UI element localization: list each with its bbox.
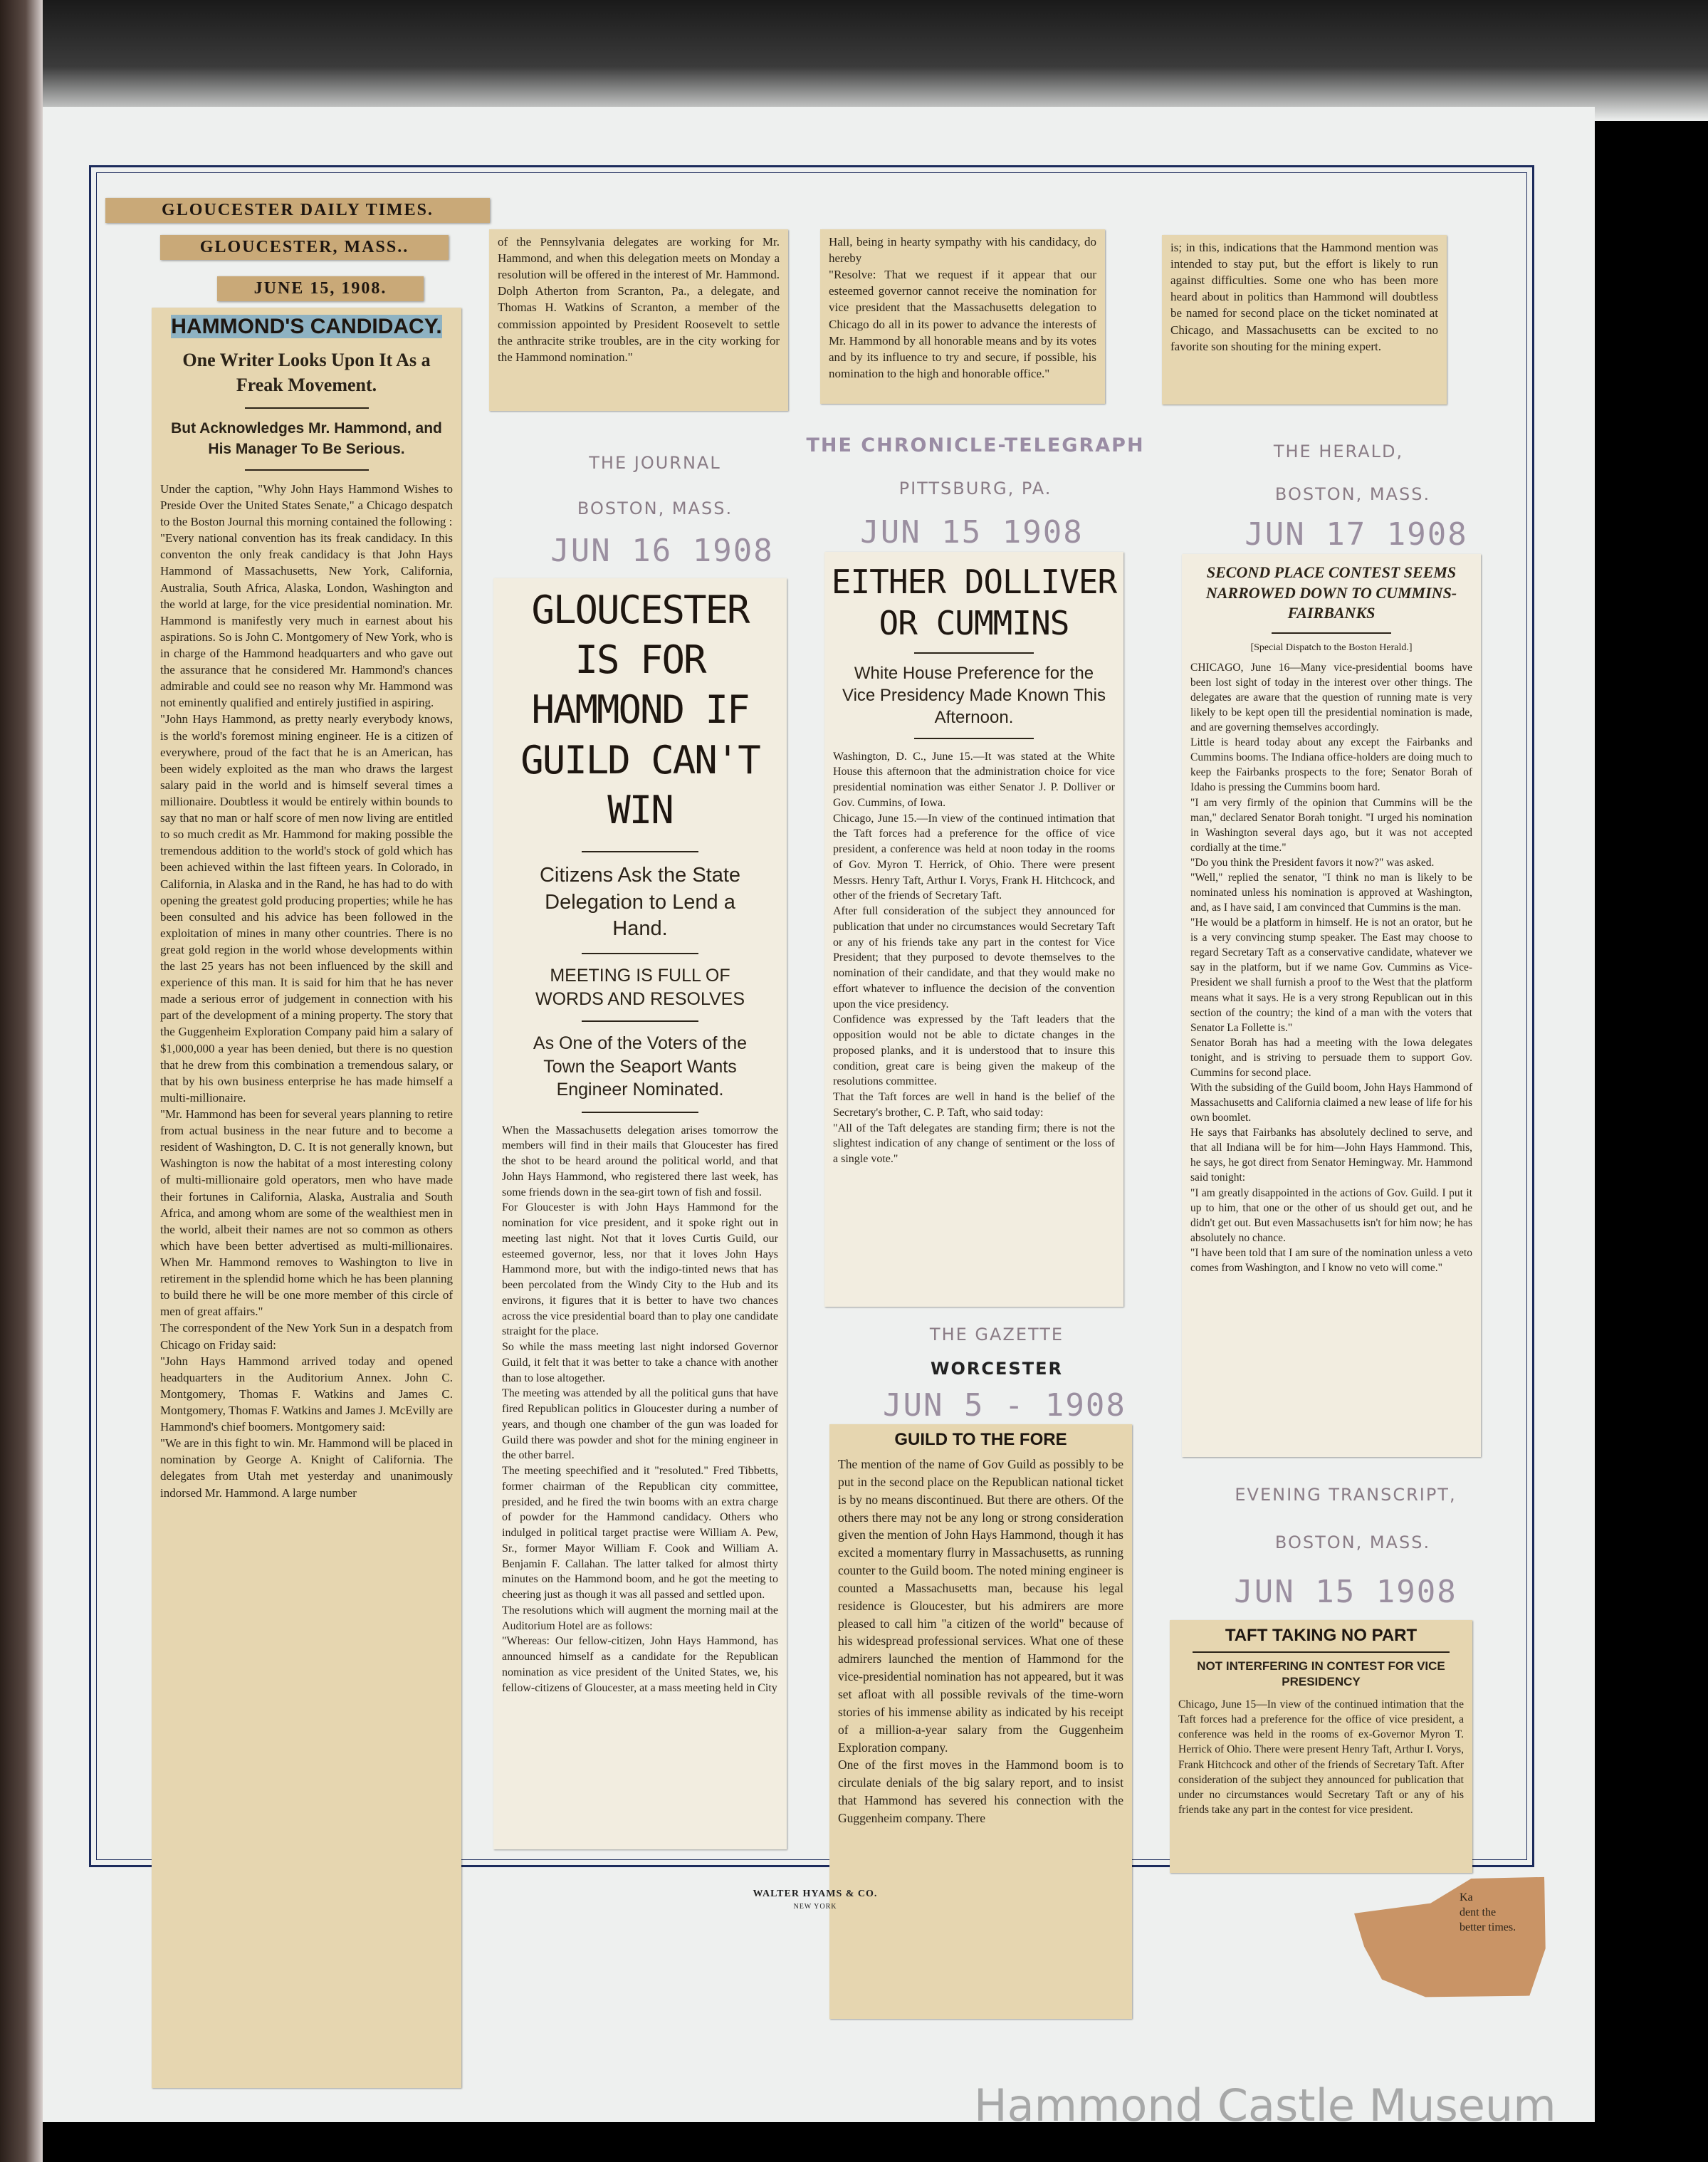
clip-headline: GUILD TO THE FORE (894, 1430, 1067, 1449)
divider (245, 407, 369, 409)
divider (582, 851, 699, 852)
divider (914, 652, 1034, 654)
torn-clipping-text: Ka dent the better times. (1460, 1891, 1516, 1933)
divider (1272, 632, 1391, 634)
clip-body: Washington, D. C., June 15.—It was stated at the White House this afternoon that the administration choice for vice presidential nomination was either Senator J. P. Dolliver or Gov. Cummins, of Iowa. Chicago, June 15.—In view of the continued intimation that the Taft forces had a preference for the office of vice president, a conference was held at noon today in the rooms of Gov. Myron T. Herrick, of Ohio. There were present Messrs. Henry Taft, Arthur I. Vorys, Frank H. Hitchcock, and other of the friends of Secretary Taft. After full consideration of the subject they announced for publication that under no circumstances would Secretary Taft or any of his friends take any part in the contest for Vice President; that they purposed to devote themselves to the nomination of their candidate, and that they would make no effort whatever to influence the decision of the convention upon the vice presidency. Confidence was expressed by the Taft leaders that the opposition would not be able to dictate changes in the proposed planks, and it is understood that to insure this condition, great care is being given the makeup of the resolutions committee. That the Taft forces are well in hand is the belief of the Secretary's brother, C. P. Taft, who said today: "All of the Taft delegates are standing firm; there is not the slightest indication of any change of sentiment or the loss of a single vote." (833, 750, 1115, 1166)
clip-headline: GLOUCESTER IS FOR HAMMOND IF GUILD CAN'T WIN (520, 588, 760, 832)
clip-body: Chicago, June 15—In view of the continued intimation that the Taft forces had a preference for the office of vice president, a conference was held in the rooms of ex-Governor Myron T. Herrick of Ohio. There were present Henry Taft, Arthur I. Vorys, Frank Hitchcock and other of the friends of Secretary Taft. After consideration of the subject they announced for publication that under no circumstances would Secretary Taft or any of his friends take any part in the contest for vice president. (1178, 1698, 1467, 1816)
masthead-date: JUNE 15, 1908. (217, 276, 424, 301)
clip-mining-expert (1162, 235, 1447, 404)
stamp-journal-name: THE JOURNAL (589, 453, 721, 473)
stamp-journal-date: JUN 16 1908 (550, 533, 774, 569)
stamp-transcript-name: EVENING TRANSCRIPT, (1235, 1485, 1457, 1505)
clip-title: HAMMOND'S CANDIDACY. (171, 315, 442, 338)
clip-body: Hall, being in hearty sympathy with his candidacy, do hereby "Resolve: That we request if it appear that our esteemed governor cannot receive the nomination for vice president that the Massachusetts delegation to Chicago do all in its power to advance the interests of Mr. Hammond by all honorable means and by its votes and by its influence to try and secure, if possible, his nomination to the high and honorable office." (829, 235, 1096, 380)
clip-subtitle: One Writer Looks Upon It As a Freak Movement. (182, 350, 431, 396)
stamp-chronicle-city: PITTSBURG, PA. (898, 479, 1052, 498)
divider (582, 953, 699, 954)
stamp-herald-date: JUN 17 1908 (1245, 516, 1468, 553)
divider (582, 1112, 699, 1113)
clip-headline: EITHER DOLLIVER OR CUMMINS (831, 563, 1117, 642)
album-publisher: WALTER HYAMS & CO. (753, 1889, 878, 1899)
clip-body: is; in this, indications that the Hammond mention was intended to stay put, but the effort is likely to run against difficulties. Some one who has been more heard about in politics than Hammond will doubtless be named for second place on the ticket nominated at Chicago, and Massachusetts can be excited to no favorite son shouting for the mining expert. (1170, 241, 1442, 353)
clip-deck-3: As One of the Voters of the Town the Seaport Wants Engineer Nominated. (533, 1033, 748, 1100)
clip-resolve (820, 229, 1105, 404)
stamp-chronicle-date: JUN 15 1908 (860, 514, 1084, 550)
clip-body: When the Massachusetts delegation arises tomorrow the members will find in their mails that Gloucester has fired the shot to be heard around the political world, and that John Hays Hammond, who registered there last week, has some friends down in the sea-girt town of fish and fossil. For Gloucester is with John Hays Hammond for the nomination for vice president, and it spoke right out in meeting last night. Not that it loves Curtis Guild, our esteemed governor, less, nor that it loves John Hays Hammond more, but with the indigo-tinted news that has been percolated from the Windy City to the Hub and its environs, it figures that it is better to have two chances across the vice presidential board than to play one candidate straight for the place. So while the mass meeting last night indorsed Governor Guild, it felt that it was better to take a chance with another than to lose altogether. The meeting was attended by all the political guns that have fired Republican politics in Gloucester during a number of years, and though one chamber of the gun was loaded for Guild there was powder and shot for the mining engineer in the other barrel. The meeting speechified and it "resoluted." Fred Tibbetts, former chairman of the Republican city committee, presided, and he fired the twin booms with an extra charge of powder for the Hammond candidacy. Others who indulged in political target practise were William A. Pew, Sr., former Mayor William F. Cook and William A. Benjamin F. Callahan. The latter talked for almost thirty minutes on the Hammond boom, and he got the meeting to cheering just as though it was all passed and settled upon. The resolutions which will augment the morning mail at the Auditorium Hotel are as follows: "Whereas: Our fellow-citizen, John Hays Hammond, has announced himself as a candidate for the Republican nomination as vice president of the United States, we, his fellow-citizens of Gloucester, at a mass meeting held in City (502, 1124, 778, 1694)
masthead-paper: GLOUCESTER DAILY TIMES. (105, 198, 490, 223)
clip-hammond-candidacy (152, 308, 461, 2088)
clip-second-place (1182, 554, 1481, 1457)
stamp-gazette-name: THE GAZETTE (929, 1325, 1064, 1344)
clip-headline: SECOND PLACE CONTEST SEEMS NARROWED DOWN TO CUMMINS-FAIRBANKS (1205, 563, 1457, 622)
clip-body: Under the caption, "Why John Hays Hammond Wishes to Preside Over the United States Senate," a Chicago despatch to the Boston Journal this morning contained the following : "Every national convention has its freak candidacy. In this conventon the only freak candidacy is that John Hays Hammond of Massachusetts, New York, California, Australia, South Africa, Alaska, London, Washington and the world at large, for the vice presidential nomination. Mr. Hammond is manifestly very much in earnest about his aspirations. So is John C. Montgomery of New York, who is in charge of the Hammond headquarters and who gave out the assurance that he considered Mr. Hammond's chances admirable and could see no reason why Mr. Hammond was not eminently qualified and entirely justified in aspiring. "John Hays Hammond, as pretty nearly everybody knows, is the world's foremost mining engineer. He is a citizen of everywhere, proud of the fact that he is an American, has been widely exploited as the man who draws the largest salary paid in the world and is himself several times a millionaire. Doubtless it would be entirely within bounds to say that no man or half score of men now living are entitled to so much credit as Mr. Hammond for making possible the tremendous addition to the world's stock of gold which has been achieved within the last fifteen years. In Colorado, in California, in Alaska and in the Rand, he has had to do with opening the greatest gold producing properties; while he has been consulted and his advice has been followed in the exploitation of mines in many other countries. There is no great gold region in the world whose developments within the last 25 years has not been influenced by the skill and experience of this man. It is said for him that he has never made a serious error of judgement in connection with his part of the development of a mining property. The story that the Guggenheim Exploration Company paid him a salary of $1,000,000 a year has been denied, but there is no question that he drew from this combination a tremendous salary, or that by his own business enterprise he has made himself a multi-millionaire. "Mr. Hammond has been for several years planning to retire from actual business in the near future and to become a resident of Washington, D. C. It is not generally known, but Washington is now the habitat of a most interesting colony of multi-millionaire gold operators, men who have made their fortunes in California, Alaska, Australia and South Africa, and among whom are some of the wealthiest men in the world, albeit their names are not so common as others which have been better advertised as multi-millionaires. When Mr. Hammond removes to Washington to live in retirement in the splendid home which he has been planning to build there he will be one more member of this circle of men of great affairs." The correspondent of the New York Sun in a despatch from Chicago on Friday said: "John Hays Hammond arrived today and opened headquarters in the Auditorium Annex. John C. Montgomery, Thomas F. Watkins and James C. Montgomery, Thomas F. Watkins and James J. McEvilly are Hammond's chief boomers. Montgomery said: "We are in this fight to win. Mr. Hammond will be placed in nomination by George A. Knight of California. The delegates from Utah met yesterday and unanimously indorsed Mr. Hammond. A large number (160, 481, 453, 1500)
stamp-gazette-date: JUN 5 - 1908 (883, 1387, 1126, 1424)
clip-deck-2: MEETING IS FULL OF WORDS AND RESOLVES (535, 966, 745, 1009)
page-edge (0, 0, 43, 2162)
clip-dateline: [Special Dispatch to the Boston Herald.] (1250, 642, 1413, 653)
divider (1193, 1651, 1450, 1653)
divider (245, 469, 369, 471)
clip-dolliver (824, 552, 1123, 1307)
stamp-transcript-date: JUN 15 1908 (1234, 1574, 1457, 1610)
stamp-gazette-city: WORCESTER (931, 1359, 1063, 1379)
stamp-chronicle-name: THE CHRONICLE-TELEGRAPH (806, 434, 1145, 456)
divider (582, 1020, 699, 1022)
stamp-transcript-city: BOSTON, MASS. (1274, 1532, 1431, 1552)
clip-body: The mention of the name of Gov Guild as possibly to be put in the second place on the Republican national ticket is by no means discontinued. But there are others. Of the others there may not be any long or strong consideration given the mention of John Hays Hammond, though it has excited a momentary flurry in Massachusetts, as running counter to the Guild boom. The noted mining engineer is counted a Massachusetts man, because his legal residence is Gloucester, but his admirers are more pleased to call him "a citizen of the world" because of his widespread professional services. What one of these admirers launched the mention of Hammond for the vice-presidential nomination has not appeared, but it was set afloat with all possible revivals of the time-worn stories of his immense ability as indicated by his receipt of a million-a-year salary from the Guggenheim Exploration company. One of the first moves in the Hammond boom is to circulate denials of the big salary report, and to insist that Hammond has severed his connection with the Guggenheim company. There (838, 1457, 1123, 1825)
clip-guild-fore (829, 1424, 1132, 2019)
clip-headline: TAFT TAKING NO PART (1225, 1626, 1418, 1645)
clip-gloucester-for-hammond (493, 578, 787, 1849)
clip-deck-1: Citizens Ask the State Delegation to Lend a Hand. (539, 863, 741, 941)
clip-taft-no-part (1170, 1620, 1472, 1873)
stamp-journal-city: BOSTON, MASS. (577, 498, 733, 518)
divider (914, 738, 1034, 739)
masthead-city: GLOUCESTER, MASS.. (160, 235, 449, 260)
background-top (0, 0, 1708, 121)
clip-body: CHICAGO, June 16—Many vice-presidential booms have been lost sight of today in the interest over other things. The delegates are aware that the question of running mate is very likely to be kept open till the presidential nomination is made, and are governing themselves accordingly. Little is heard today about any except the Fairbanks and Cummins booms. The Indiana office-holders are doing much to keep the Fairbanks prospects to the fore; Senator Borah of Idaho is pressing the Cummins boom hard. "I am very firmly of the opinion that Cummins will be the man," declared Senator Borah tonight. "I urged his nomination in Washington several days ago, but it was not accepted cordially at the time." "Do you think the President favors it now?" was asked. "Well," replied the senator, "I think no man is likely to be nominated unless his nomination is approved at Washington, and, as I have said, I am convinced that Cummins is the man. "He would be a platform in himself. He is not an orator, but he is a very convincing stump speaker. The East may choose to regard Secretary Taft as a conservative candidate, whatever we say in the platform, but if we name Gov. Cummins as Vice-President we shall furnish a proof to the West that the platform means what it says. He is a very strong Republican out in this section of the country; the kind of a man with the voters that Senator La Follette is." Senator Borah has had a meeting with the Iowa delegates tonight, and is striving to persuade them to support Gov. Cummins for second place. With the subsiding of the Guild boom, John Hays Hammond of Massachusetts and California claimed a new lease of life for his own boomlet. He says that Fairbanks has absolutely declined to serve, and that all Indiana will be for him—John Hays Hammond. This, he says, he got direct from Senator Hemingway. Mr. Hammond said tonight: "I am greatly disappointed in the actions of Gov. Guild. I put it up to him, that one or the other of us should get out, and he didn't get out. But even Massachusetts isn't for him now; he has absolutely no chance. "I have been told that I am sure of the nomination unless a veto comes from Washington, and I know no veto will come." (1190, 661, 1472, 1274)
clip-deck: White House Preference for the Vice Presidency Made Known This Afternoon. (842, 664, 1106, 728)
watermark: Hammond Castle Museum (974, 2079, 1556, 2131)
album-publisher-city: NEW YORK (793, 1903, 837, 1911)
stamp-herald-city: BOSTON, MASS. (1274, 484, 1431, 504)
clip-subhead: NOT INTERFERING IN CONTEST FOR VICE PRESIDENCY (1197, 1659, 1445, 1689)
clip-subhead: But Acknowledges Mr. Hammond, and His Manager To Be Serious. (171, 420, 442, 457)
clip-body: of the Pennsylvania delegates are working for Mr. Hammond, and when this delegation meets on Monday a resolution will be offered in the interest of Mr. Hammond. Dolph Atherton from Scranton, Pa., a delegate, and Thomas H. Watkins of Scranton, a member of the commission appointed by President Roosevelt to settle the anthracite strike troubles, are in the city working for the Hammond nomination." (498, 235, 783, 364)
stamp-herald-name: THE HERALD, (1273, 442, 1404, 461)
clip-pennsylvania (489, 229, 788, 411)
